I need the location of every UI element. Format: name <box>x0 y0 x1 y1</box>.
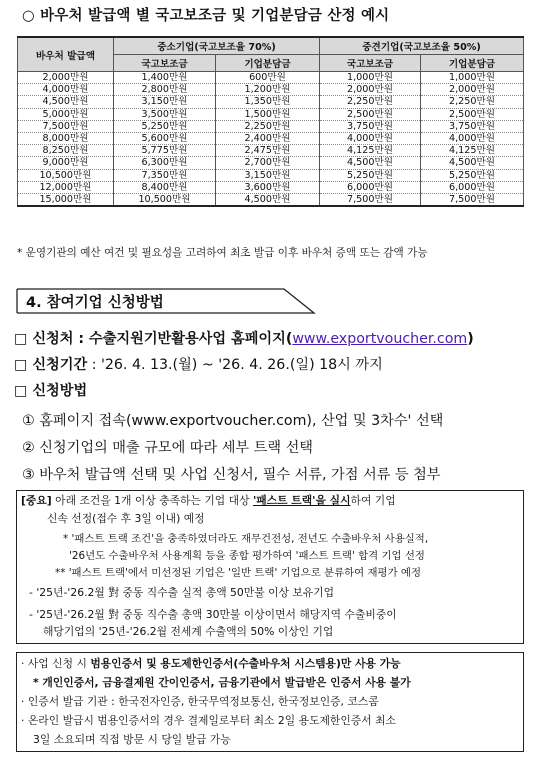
table-cell: 10,500만원 <box>18 169 114 181</box>
table-cell: 1,200만원 <box>216 84 320 96</box>
table-cell: 9,000만원 <box>18 157 114 169</box>
table-cell: 2,000만원 <box>18 72 114 84</box>
table-cell: 3,500만원 <box>114 108 216 120</box>
header-sme-subsidy: 국고보조금 <box>114 55 216 72</box>
table-cell: 7,500만원 <box>18 120 114 132</box>
table-cell: 7,500만원 <box>320 194 421 207</box>
table-cell: 15,000만원 <box>18 194 114 207</box>
table-cell: 1,350만원 <box>216 96 320 108</box>
table-cell: 5,000만원 <box>18 108 114 120</box>
important-line-1 <box>21 493 396 508</box>
period-line <box>14 354 383 374</box>
table-cell: 2,475만원 <box>216 145 320 157</box>
condition-2-cont: 해당기업의 '25년-'26.2월 전세계 수출액의 50% 이상인 기업 <box>43 625 334 638</box>
apply-site-line <box>14 328 474 348</box>
table-cell: 5,250만원 <box>421 169 524 181</box>
section-heading-voucher-example: ○ 바우처 발급액 별 국고보조금 및 기업분담금 산정 예시 <box>22 8 390 24</box>
table-cell: 4,000만원 <box>421 133 524 145</box>
table-cell: 3,600만원 <box>216 181 320 193</box>
important-note-1: * '패스트 트랙 조건'을 충족하였더라도 재무건전성, 전년도 수출바우처 사용실적, <box>63 533 429 545</box>
table-cell: 5,775만원 <box>114 145 216 157</box>
table-cell: 8,250만원 <box>18 145 114 157</box>
header-sme-share: 기업분담금 <box>216 55 320 72</box>
header-mid-share: 기업분담금 <box>421 55 524 72</box>
table-cell: 6,000만원 <box>421 181 524 193</box>
step-3: ③ 바우처 발급액 선택 및 사업 신청서, 필수 서류, 가점 서류 등 첨부 <box>22 467 441 483</box>
table-row <box>18 157 524 169</box>
cert-note-4: · 온라인 발급시 범용인증서의 경우 결제일로부터 최소 2일 용도제한인증서 최소 <box>21 714 396 727</box>
important-text: 아래 조건을 1개 이상 충족하는 기업 대상 <box>51 494 253 507</box>
apply-site-label: □ 신청처 : 수출지원기반활용사업 홈페이지( <box>14 331 293 347</box>
section-title-application <box>16 288 316 314</box>
cert-note-1 <box>21 656 401 671</box>
table-cell: 3,750만원 <box>421 120 524 132</box>
important-text-end: 하여 기업 <box>350 494 396 507</box>
important-box <box>16 490 524 644</box>
table-cell: 12,000만원 <box>18 181 114 193</box>
important-note-2: '26년도 수출바우처 사용계획 등을 종합 평가하여 '패스트 트랙' 합격 기업 선정 <box>69 550 425 562</box>
table-cell: 1,500만원 <box>216 108 320 120</box>
table-cell: 5,250만원 <box>114 120 216 132</box>
table-cell: 1,000만원 <box>320 72 421 84</box>
table-cell: 7,350만원 <box>114 169 216 181</box>
header-mid-subsidy: 국고보조금 <box>320 55 421 72</box>
table-cell: 3,150만원 <box>216 169 320 181</box>
table-cell: 2,000만원 <box>421 84 524 96</box>
table-cell: 3,750만원 <box>320 120 421 132</box>
table-cell: 4,125만원 <box>421 145 524 157</box>
table-cell: 5,600만원 <box>114 133 216 145</box>
condition-1: - '25년-'26.2월 對 중동 직수출 실적 총액 50만불 이상 보유기업 <box>29 586 335 599</box>
table-cell: 6,300만원 <box>114 157 216 169</box>
table-cell: 8,000만원 <box>18 133 114 145</box>
table-cell: 2,250만원 <box>421 96 524 108</box>
table-cell: 2,000만원 <box>320 84 421 96</box>
table-row <box>18 96 524 108</box>
table-cell: 3,150만원 <box>114 96 216 108</box>
export-voucher-link[interactable]: www.exportvoucher.com <box>292 331 468 347</box>
table-row <box>18 194 524 207</box>
table-cell: 8,400만원 <box>114 181 216 193</box>
condition-2: - '25년-'26.2월 對 중동 직수출 총액 30만불 이상이면서 해당지역 수출비중이 <box>29 608 397 621</box>
table-cell: 2,250만원 <box>320 96 421 108</box>
step-2: ② 신청기업의 매출 규모에 따라 세부 트랙 선택 <box>22 440 313 456</box>
table-cell: 4,000만원 <box>320 133 421 145</box>
table-cell: 2,700만원 <box>216 157 320 169</box>
cert-note-2: * 개인인증서, 금융결제원 간이인증서, 금융기관에서 발급받은 인증서 사용 불가 <box>33 676 411 689</box>
table-footnote: * 운영기관의 예산 여건 및 필요성을 고려하여 최초 발급 이후 바우처 증액 또는 감액 가능 <box>17 247 428 259</box>
cert-note-1-prefix: · 사업 신청 시 <box>21 657 91 670</box>
table-cell: 4,125만원 <box>320 145 421 157</box>
fast-track-emphasis: '패스트 트랙'을 실시 <box>252 494 351 507</box>
table-cell: 7,500만원 <box>421 194 524 207</box>
table-row <box>18 108 524 120</box>
method-label: □ 신청방법 <box>14 383 88 399</box>
period-label: □ 신청기간 <box>14 357 88 373</box>
table-cell: 2,250만원 <box>216 120 320 132</box>
cert-note-5: 3일 소요되며 직접 방문 시 당일 발급 가능 <box>33 733 231 746</box>
table-row <box>18 145 524 157</box>
table-cell: 2,500만원 <box>320 108 421 120</box>
table-row <box>18 133 524 145</box>
table-cell: 2,500만원 <box>421 108 524 120</box>
table-cell: 1,400만원 <box>114 72 216 84</box>
table-cell: 6,000만원 <box>320 181 421 193</box>
header-voucher-amount: 바우처 발급액 <box>18 37 114 72</box>
table-row <box>18 120 524 132</box>
table-cell: 4,000만원 <box>18 84 114 96</box>
table-cell: 600만원 <box>216 72 320 84</box>
certificate-notes-box <box>16 652 524 752</box>
cert-note-1-emphasis: 범용인증서 및 용도제한인증서(수출바우처 시스템용)만 사용 가능 <box>90 657 401 670</box>
table-cell: 2,400만원 <box>216 133 320 145</box>
table-cell: 10,500만원 <box>114 194 216 207</box>
table-row <box>18 84 524 96</box>
section-title-text: 4. 참여기업 신청방법 <box>26 295 164 311</box>
important-tag: [중요] <box>21 494 52 507</box>
voucher-amount-table <box>17 36 524 207</box>
table-cell: 2,800만원 <box>114 84 216 96</box>
cert-note-3: · 인증서 발급 기관 : 한국전자인증, 한국무역정보통신, 한국정보인증, 코스콤 <box>21 695 379 708</box>
step-1: ① 홈페이지 접속(www.exportvoucher.com), 산업 및 3차수' 선택 <box>22 413 444 429</box>
important-note-3: ** '패스트 트랙'에서 미선정된 기업은 '일반 트랙' 기업으로 분류하여 재평가 예정 <box>55 567 421 579</box>
table-row <box>18 181 524 193</box>
table-cell: 4,500만원 <box>320 157 421 169</box>
table-cell: 4,500만원 <box>421 157 524 169</box>
table-cell: 4,500만원 <box>18 96 114 108</box>
table-row <box>18 72 524 84</box>
header-mid-size: 중견기업(국고보조율 50%) <box>320 37 524 55</box>
table-row <box>18 169 524 181</box>
table-cell: 4,500만원 <box>216 194 320 207</box>
table-cell: 1,000만원 <box>421 72 524 84</box>
period-value: : '26. 4. 13.(월) ~ '26. 4. 26.(일) 18시 까지 <box>91 357 383 373</box>
table-cell: 5,250만원 <box>320 169 421 181</box>
header-sme: 중소기업(국고보조율 70%) <box>114 37 320 55</box>
important-line-2: 신속 선정(접수 후 3일 이내) 예정 <box>47 512 205 525</box>
apply-site-close: ) <box>467 331 474 347</box>
